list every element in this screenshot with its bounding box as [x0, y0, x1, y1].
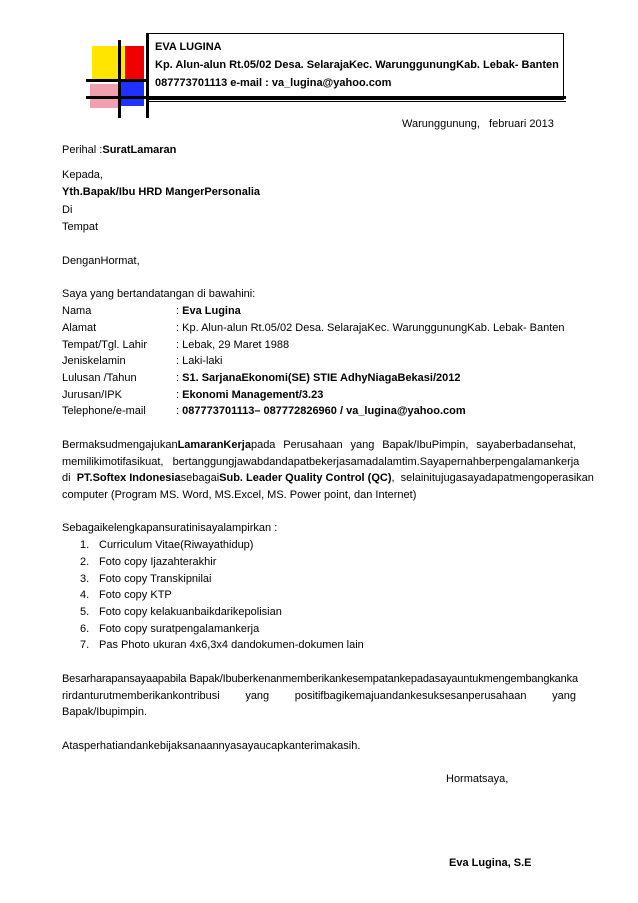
detail-text: Kp. Alun-alun Rt.05/02 Desa. SelarajaKec. WarunggunungKab. Lebak- Banten [182, 322, 565, 334]
detail-sep: : [176, 322, 183, 334]
greeting: DenganHormat, [62, 255, 140, 267]
detail-text: Eva Lugina [182, 305, 241, 317]
list-number: 3. [80, 573, 90, 585]
list-number: 2. [80, 556, 90, 568]
para1-text: pada [250, 439, 276, 451]
subject-prefix: Perihal : [62, 144, 103, 156]
detail-sep: : [176, 355, 183, 367]
detail-value [176, 305, 241, 317]
list-number: 7. [80, 639, 90, 651]
para2-word: yang [245, 690, 270, 702]
list-text: Pas Photo ukuran 4x6,3x4 dandokumen-dokumen lain [99, 639, 364, 651]
para1-word: Bapak/IbuPimpin, [382, 439, 469, 451]
header-underline [146, 101, 566, 102]
list-number: 4. [80, 589, 90, 601]
list-item [80, 639, 364, 651]
para1-word: Perusahaan [283, 439, 343, 451]
subject-line [62, 144, 176, 156]
list-item [80, 606, 282, 618]
signature-name: Eva Lugina, S.E [449, 857, 532, 869]
detail-label: Lulusan /Tahun [62, 372, 137, 384]
detail-text: Ekonomi Management/3.23 [182, 389, 324, 401]
para1-text: di [62, 472, 77, 484]
logo-horizontal-rule-upper [86, 79, 148, 82]
letterhead-address: Kp. Alun-alun Rt.05/02 Desa. SelarajaKec. WarunggunungKab. Lebak- Banten [155, 59, 559, 71]
list-number: 1. [80, 539, 90, 551]
logo-red-square [125, 46, 144, 80]
para1-line2: memilikimotifasikuat, bertanggungjawabdandapatbekerjasamadalamtim.Sayapernahberpengalamankerja [62, 456, 580, 468]
detail-label: Alamat [62, 322, 97, 334]
detail-sep: : [176, 305, 183, 317]
detail-value [176, 372, 461, 384]
detail-label: Nama [62, 305, 92, 317]
detail-label: Jurusan/IPK [62, 389, 122, 401]
closing-thanks: Atasperhatiandankebijaksanaannyasayaucapkanterimakasih. [62, 740, 361, 752]
para1-word: sayaberbadansehat, [476, 439, 576, 451]
detail-text: S1. SarjanaEkonomi(SE) STIE AdhyNiagaBekasi/2012 [182, 372, 461, 384]
para1-text: sebagai [180, 472, 220, 484]
detail-label: Jeniskelamin [62, 355, 126, 367]
detail-value [176, 339, 289, 351]
list-item [80, 556, 216, 568]
para1-text: Bermaksudmengajukan [62, 439, 178, 451]
letterhead-box [146, 33, 564, 100]
para1-text: , selainitujugasayadapatmengoperasikan [391, 472, 594, 484]
para1-line4: computer (Program MS. Word, MS.Excel, MS. Power point, dan Internet) [62, 489, 417, 501]
para2-word: positifbagikemajuandankesuksesanperusahaan [294, 690, 527, 702]
detail-text: Lebak, 29 Maret 1988 [182, 339, 290, 351]
para2-word: yang [552, 690, 576, 702]
para1-position: Sub. Leader Quality Control (QC) [219, 472, 392, 484]
list-number: 5. [80, 606, 90, 618]
detail-label: Tempat/Tgl. Lahir [62, 339, 147, 351]
list-text: Curriculum Vitae(Riwayathidup) [99, 539, 254, 551]
para1-word: yang [350, 439, 375, 451]
para2-line1: Besarharapansayaapabila Bapak/Ibuberkenanmemberikankesempatankepadasayauntukmengembangkanka [62, 673, 578, 685]
logo-blue-square [119, 82, 144, 106]
recipient-name: Yth.Bapak/Ibu HRD MangerPersonalia [62, 186, 261, 198]
para1-bold-text: LamaranKerja [177, 439, 251, 451]
list-item [80, 623, 259, 635]
date-line: Warunggunung, februari 2013 [402, 118, 554, 130]
detail-sep: : [176, 339, 183, 351]
detail-text: Laki-laki [182, 355, 223, 367]
list-item [80, 539, 253, 551]
detail-value [176, 405, 466, 417]
sign-off: Hormatsaya, [446, 773, 509, 785]
list-text: Foto copy suratpengalamankerja [99, 623, 260, 635]
detail-label: Telephone/e-mail [62, 405, 146, 417]
list-text: Foto copy KTP [99, 589, 172, 601]
detail-sep: : [176, 389, 183, 401]
detail-value [176, 355, 222, 367]
list-text: Foto copy Transkipnilai [99, 573, 212, 585]
para1-line1 [62, 439, 576, 451]
para1-word [62, 439, 275, 451]
list-item [80, 573, 212, 585]
detail-value [176, 322, 565, 334]
para2-word: rirdanturutmemberikankontribusi [62, 690, 220, 702]
para1-company: PT.Softex Indonesia [76, 472, 181, 484]
list-item [80, 589, 172, 601]
para1-line3 [62, 472, 594, 484]
attachments-intro: Sebagaikelengkapansuratinisayalampirkan : [62, 522, 278, 534]
recipient-di: Di [62, 204, 73, 216]
letterhead-contact: 087773701113 e-mail : va_lugina@yahoo.com [155, 77, 392, 89]
letterhead-name: EVA LUGINA [155, 41, 222, 53]
recipient-place: Tempat [62, 221, 99, 233]
list-text: Foto copy kelakuanbaikdarikepolisian [99, 606, 282, 618]
detail-sep: : [176, 405, 183, 417]
detail-value [176, 389, 323, 401]
list-text: Foto copy Ijazahterakhir [99, 556, 217, 568]
para2-line2 [62, 690, 576, 702]
intro-line: Saya yang bertandatangan di bawahini: [62, 288, 256, 300]
list-number: 6. [80, 623, 90, 635]
subject-value: SuratLamaran [102, 144, 177, 156]
detail-sep: : [176, 372, 183, 384]
detail-text: 087773701113– 087772826960 / va_lugina@yahoo.com [182, 405, 466, 417]
para2-line3: Bapak/Ibupimpin. [62, 706, 147, 718]
recipient-to: Kepada, [62, 169, 103, 181]
